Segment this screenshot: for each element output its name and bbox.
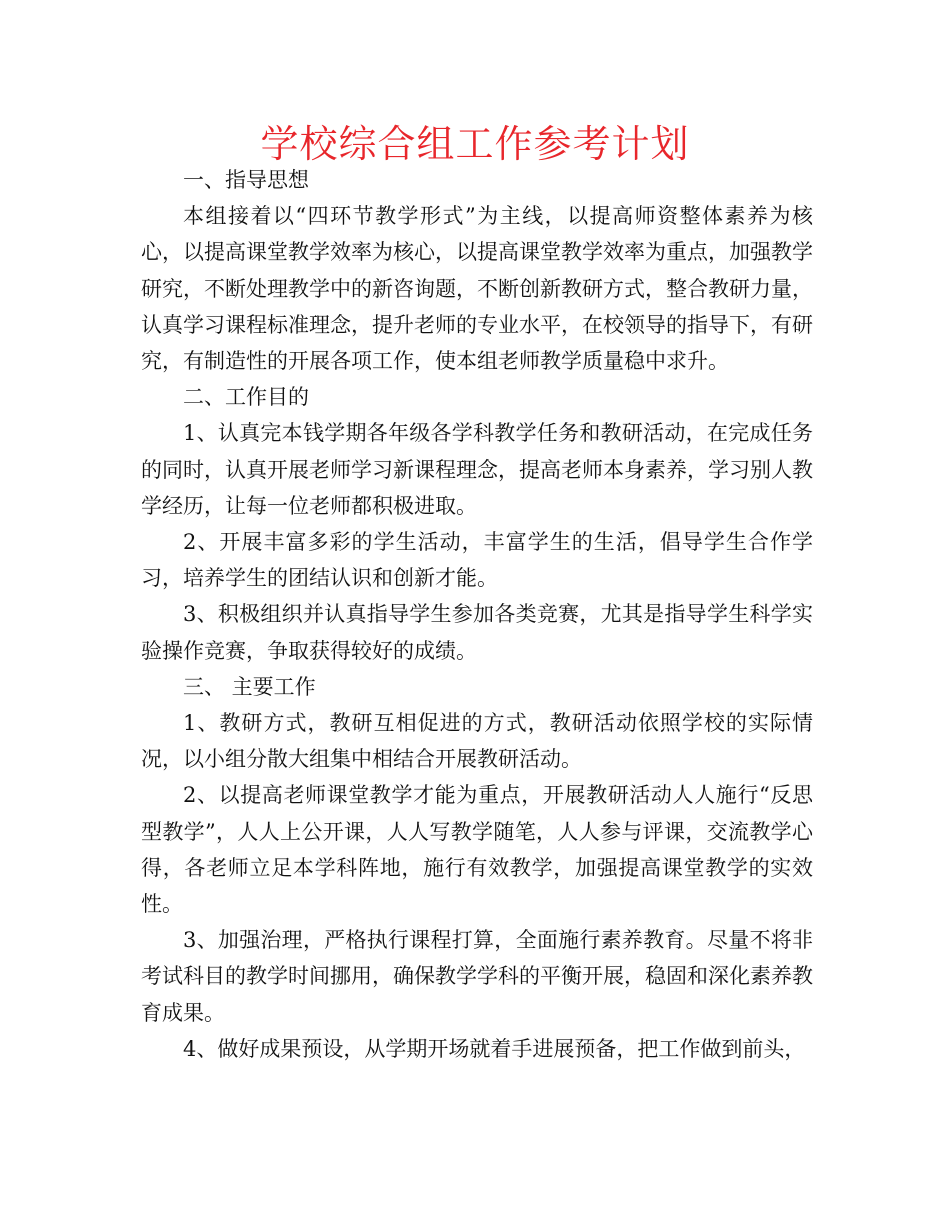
document-body	[141, 162, 813, 1067]
paragraph: 1、教研方式，教研互相促进的方式，教研活动依照学校的实际情况，以小组分散大组集中相结合开展教研活动。	[141, 711, 813, 772]
paragraph: 2、开展丰富多彩的学生活动，丰富学生的生活，倡导学生合作学习，培养学生的团结认识和创新才能。	[141, 530, 813, 591]
heading-work-goals: 二、工作目的	[183, 385, 309, 410]
heading-main-work: 三、 主要工作	[183, 674, 316, 699]
heading-guiding-ideology: 一、指导思想	[183, 168, 309, 192]
paragraph: 2、以提高老师课堂教学才能为重点，开展教研活动人人施行“反思型教学”，人人上公开课，人人写教学随笔，人人参与评课，交流教学心得，各老师立足本学科阵地，施行有效教学，加强提高课堂教学的实效性。	[141, 783, 813, 917]
paragraph: 本组接着以“四环节教学形式”为主线，以提高师资整体素养为核心，以提高课堂教学效率为核心，以提高课堂教学效率为重点，加强教学研究，不断处理教学中的新咨询题，不断创新教研方式，整合教研力量，认真学习课程标准理念，提升老师的专业水平，在校领导的指导下，有研究，有制造性的开展各项工作，使本组老师教学质量稳中求升。	[141, 204, 813, 374]
paragraph: 3、加强治理，严格执行课程打算，全面施行素养教育。尽量不将非考试科目的教学时间挪用，确保教学学科的平衡开展，稳固和深化素养教育成果。	[141, 928, 813, 1025]
document-title: 学校综合组工作参考计划	[260, 122, 690, 166]
paragraph: 3、积极组织并认真指导学生参加各类竞赛，尤其是指导学生科学实验操作竞赛，争取获得较好的成绩。	[141, 602, 813, 663]
paragraph: 4、做好成果预设，从学期开场就着手进展预备，把工作做到前头，	[183, 1036, 806, 1061]
paragraph: 1、认真完本钱学期各年级各学科教学任务和教研活动，在完成任务的同时，认真开展老师学习新课程理念，提高老师本身素养，学习别人教学经历，让每一位老师都积极进取。	[141, 421, 813, 518]
